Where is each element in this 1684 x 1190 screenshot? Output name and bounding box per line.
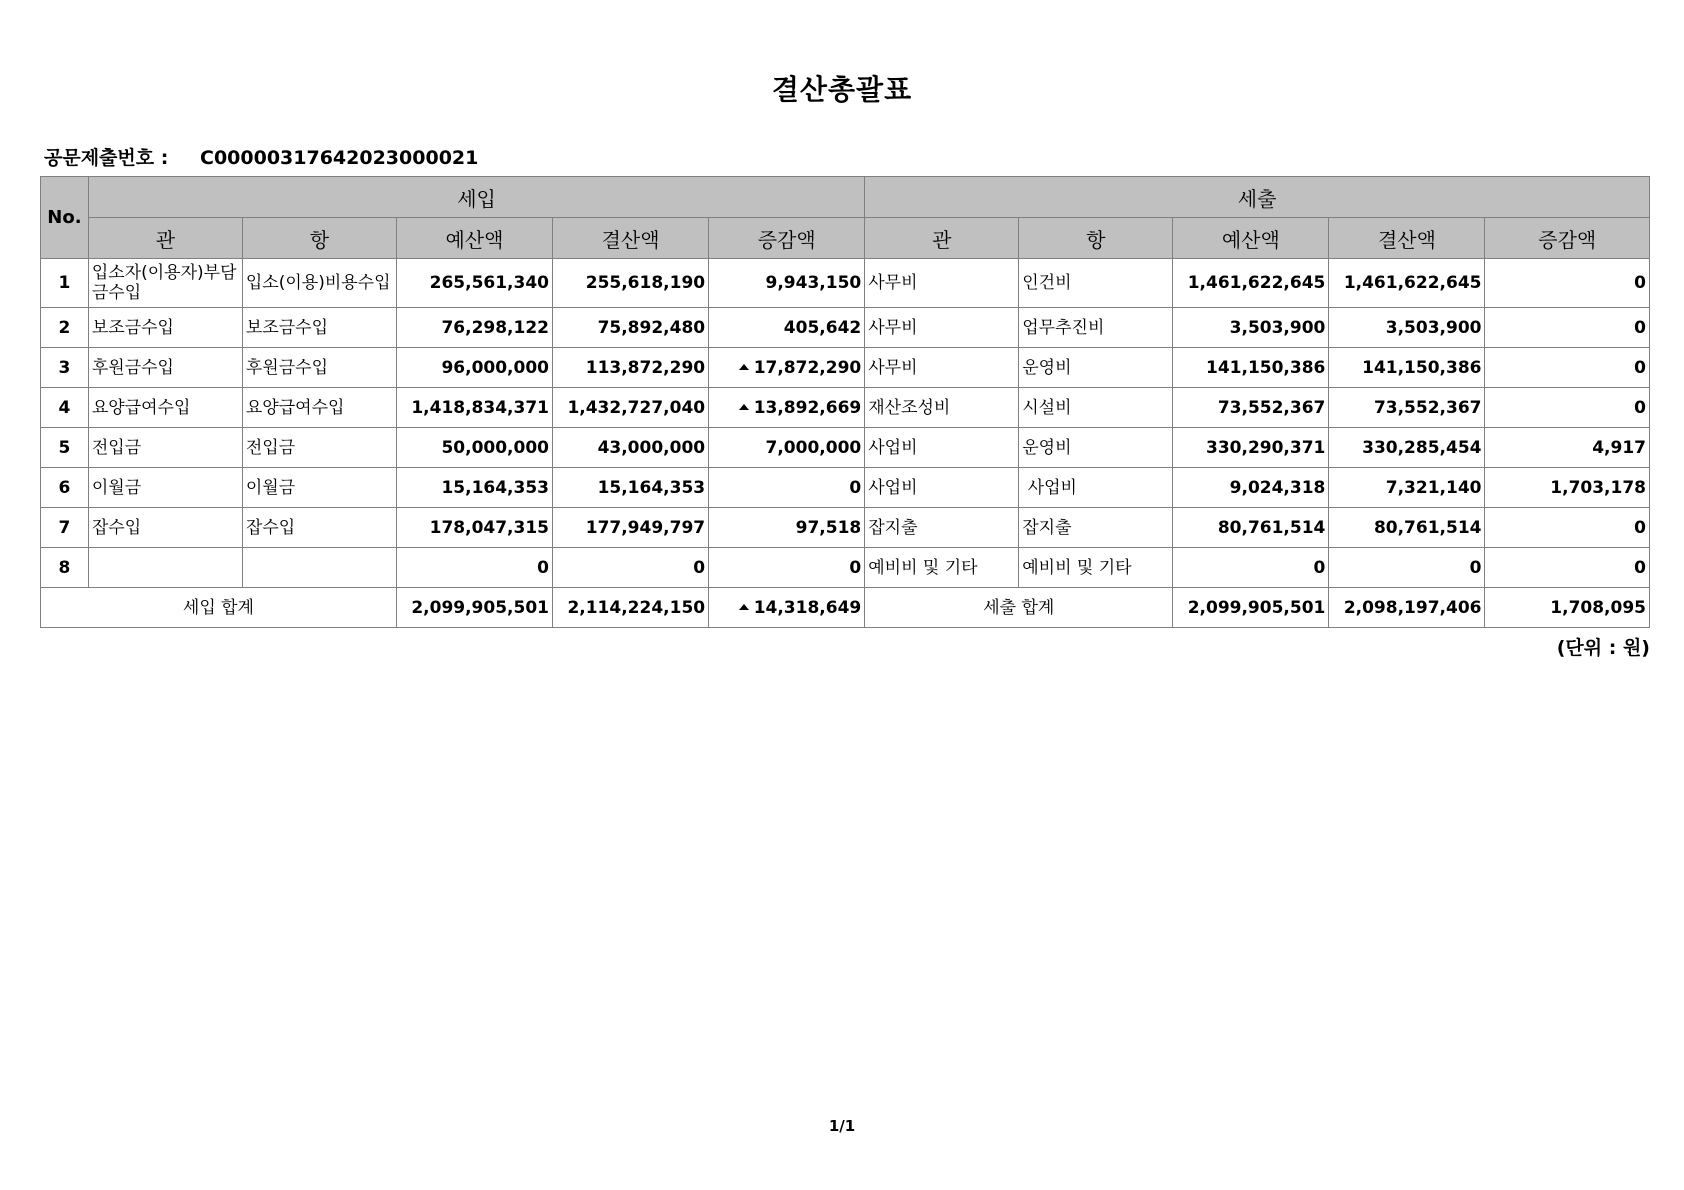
expense-settlement-cell: 3,503,900 <box>1329 308 1485 348</box>
income-change-value: 97,518 <box>795 517 862 538</box>
row-no: 6 <box>41 468 89 508</box>
expense-settlement-cell: 7,321,140 <box>1329 468 1485 508</box>
expense-budget-cell: 3,503,900 <box>1173 308 1329 348</box>
doc-number-label: 공문제출번호 : <box>44 147 169 169</box>
income-settlement-header: 결산액 <box>553 218 709 259</box>
income-change-cell <box>709 259 865 308</box>
income-hang-cell: 이월금 <box>242 468 396 508</box>
income-change-value: 9,943,150 <box>765 273 862 293</box>
page-title: 결산총괄표 <box>771 73 913 106</box>
expense-hang-cell: 인건비 <box>1019 259 1173 308</box>
expense-gwan-cell: 잡지출 <box>865 508 1019 548</box>
no-header: No. <box>41 177 89 259</box>
income-change-cell <box>709 348 865 388</box>
expense-budget-cell: 9,024,318 <box>1173 468 1329 508</box>
expense-change-cell: 4,917 <box>1485 428 1650 468</box>
row-no: 7 <box>41 508 89 548</box>
table-row <box>41 259 1650 308</box>
expense-total-label: 세출 합계 <box>865 588 1173 628</box>
income-gwan-cell: 전입금 <box>88 428 242 468</box>
expense-settlement-cell: 141,150,386 <box>1329 348 1485 388</box>
income-settlement-cell: 0 <box>553 548 709 588</box>
expense-change-cell: 0 <box>1485 308 1650 348</box>
income-change-value: 0 <box>849 477 862 498</box>
page-number: 1/1 <box>828 1117 856 1135</box>
expense-hang-cell: 운영비 <box>1019 428 1173 468</box>
expense-settlement-cell: 73,552,367 <box>1329 388 1485 428</box>
expense-budget-cell: 73,552,367 <box>1173 388 1329 428</box>
income-hang-cell: 입소(이용)비용수입 <box>242 259 396 308</box>
totals-row <box>41 588 1650 628</box>
expense-hang-cell: 사업비 <box>1019 468 1173 508</box>
table-row <box>41 548 1650 588</box>
table-row <box>41 348 1650 388</box>
income-settlement-cell: 15,164,353 <box>553 468 709 508</box>
income-budget-cell: 96,000,000 <box>396 348 552 388</box>
income-total-settlement: 2,114,224,150 <box>553 588 709 628</box>
income-settlement-cell: 43,000,000 <box>553 428 709 468</box>
expense-gwan-cell: 사무비 <box>865 308 1019 348</box>
expense-gwan-cell: 사무비 <box>865 348 1019 388</box>
expense-total-budget: 2,099,905,501 <box>1173 588 1329 628</box>
expense-hang-cell: 시설비 <box>1019 388 1173 428</box>
expense-change-cell: 0 <box>1485 548 1650 588</box>
income-hang-cell: 전입금 <box>242 428 396 468</box>
income-change-cell <box>709 468 865 508</box>
unit-label: (단위 : 원) <box>1556 637 1650 659</box>
income-hang-cell: 보조금수입 <box>242 308 396 348</box>
row-no: 3 <box>41 348 89 388</box>
income-change-value: 13,892,669 <box>753 397 862 418</box>
income-gwan-cell: 보조금수입 <box>88 308 242 348</box>
expense-gwan-cell: 재산조성비 <box>865 388 1019 428</box>
income-budget-cell: 1,418,834,371 <box>396 388 552 428</box>
income-budget-cell: 178,047,315 <box>396 508 552 548</box>
income-total-change-value: 14,318,649 <box>753 597 862 618</box>
expense-settlement-cell: 0 <box>1329 548 1485 588</box>
expense-change-cell: 0 <box>1485 259 1650 308</box>
income-change-value: 0 <box>849 557 862 578</box>
income-change-cell <box>709 308 865 348</box>
income-hang-header: 항 <box>242 218 396 259</box>
expense-change-header: 증감액 <box>1485 218 1650 259</box>
row-no: 2 <box>41 308 89 348</box>
expense-gwan-cell: 사무비 <box>865 259 1019 308</box>
expense-change-cell: 0 <box>1485 508 1650 548</box>
income-hang-cell: 잡수입 <box>242 508 396 548</box>
income-total-change <box>709 588 865 628</box>
income-settlement-cell: 1,432,727,040 <box>553 388 709 428</box>
expense-change-cell: 0 <box>1485 348 1650 388</box>
doc-number-value: C00000317642023000021 <box>200 147 479 169</box>
row-no: 8 <box>41 548 89 588</box>
expense-budget-cell: 0 <box>1173 548 1329 588</box>
doc-number <box>44 143 478 170</box>
table-row <box>41 468 1650 508</box>
increase-triangle-icon <box>739 364 749 370</box>
income-change-cell <box>709 548 865 588</box>
expense-hang-cell: 업무추진비 <box>1019 308 1173 348</box>
expense-settlement-cell: 80,761,514 <box>1329 508 1485 548</box>
expense-gwan-cell: 사업비 <box>865 468 1019 508</box>
expense-group-header: 세출 <box>865 177 1650 218</box>
expense-hang-cell: 운영비 <box>1019 348 1173 388</box>
table-row <box>41 508 1650 548</box>
expense-change-cell: 1,703,178 <box>1485 468 1650 508</box>
row-no: 1 <box>41 259 89 308</box>
expense-gwan-cell: 예비비 및 기타 <box>865 548 1019 588</box>
income-change-header: 증감액 <box>709 218 865 259</box>
income-change-value: 405,642 <box>783 317 862 338</box>
income-group-header: 세입 <box>88 177 864 218</box>
expense-budget-cell: 1,461,622,645 <box>1173 259 1329 308</box>
income-budget-cell: 50,000,000 <box>396 428 552 468</box>
expense-hang-cell: 잡지출 <box>1019 508 1173 548</box>
income-change-value: 17,872,290 <box>753 357 862 378</box>
income-budget-cell: 76,298,122 <box>396 308 552 348</box>
table-row <box>41 308 1650 348</box>
expense-hang-header: 항 <box>1019 218 1173 259</box>
expense-settlement-cell: 1,461,622,645 <box>1329 259 1485 308</box>
income-hang-cell: 후원금수입 <box>242 348 396 388</box>
income-settlement-cell: 255,618,190 <box>553 259 709 308</box>
expense-total-change: 1,708,095 <box>1485 588 1650 628</box>
expense-hang-cell: 예비비 및 기타 <box>1019 548 1173 588</box>
increase-triangle-icon <box>739 604 749 610</box>
income-hang-cell <box>242 548 396 588</box>
row-no: 5 <box>41 428 89 468</box>
income-gwan-cell <box>88 548 242 588</box>
expense-total-settlement: 2,098,197,406 <box>1329 588 1485 628</box>
income-hang-cell: 요양급여수입 <box>242 388 396 428</box>
income-budget-header: 예산액 <box>396 218 552 259</box>
table-row <box>41 388 1650 428</box>
income-budget-cell: 0 <box>396 548 552 588</box>
income-change-value: 7,000,000 <box>765 437 862 458</box>
income-gwan-cell: 입소자(이용자)부담금수입 <box>88 259 242 308</box>
income-gwan-header: 관 <box>88 218 242 259</box>
expense-change-cell: 0 <box>1485 388 1650 428</box>
income-change-cell <box>709 388 865 428</box>
expense-gwan-cell: 사업비 <box>865 428 1019 468</box>
income-change-cell <box>709 428 865 468</box>
row-no: 4 <box>41 388 89 428</box>
table-row <box>41 428 1650 468</box>
income-budget-cell: 265,561,340 <box>396 259 552 308</box>
income-total-budget: 2,099,905,501 <box>396 588 552 628</box>
increase-triangle-icon <box>739 404 749 410</box>
income-settlement-cell: 177,949,797 <box>553 508 709 548</box>
income-gwan-cell: 이월금 <box>88 468 242 508</box>
expense-budget-header: 예산액 <box>1173 218 1329 259</box>
income-gwan-cell: 요양급여수입 <box>88 388 242 428</box>
income-total-label: 세입 합계 <box>41 588 397 628</box>
income-change-cell <box>709 508 865 548</box>
expense-budget-cell: 330,290,371 <box>1173 428 1329 468</box>
expense-budget-cell: 141,150,386 <box>1173 348 1329 388</box>
expense-settlement-header: 결산액 <box>1329 218 1485 259</box>
income-budget-cell: 15,164,353 <box>396 468 552 508</box>
settlement-summary-table <box>40 176 1650 628</box>
income-gwan-cell: 잡수입 <box>88 508 242 548</box>
income-settlement-cell: 113,872,290 <box>553 348 709 388</box>
expense-budget-cell: 80,761,514 <box>1173 508 1329 548</box>
income-settlement-cell: 75,892,480 <box>553 308 709 348</box>
expense-settlement-cell: 330,285,454 <box>1329 428 1485 468</box>
income-gwan-cell: 후원금수입 <box>88 348 242 388</box>
expense-gwan-header: 관 <box>865 218 1019 259</box>
